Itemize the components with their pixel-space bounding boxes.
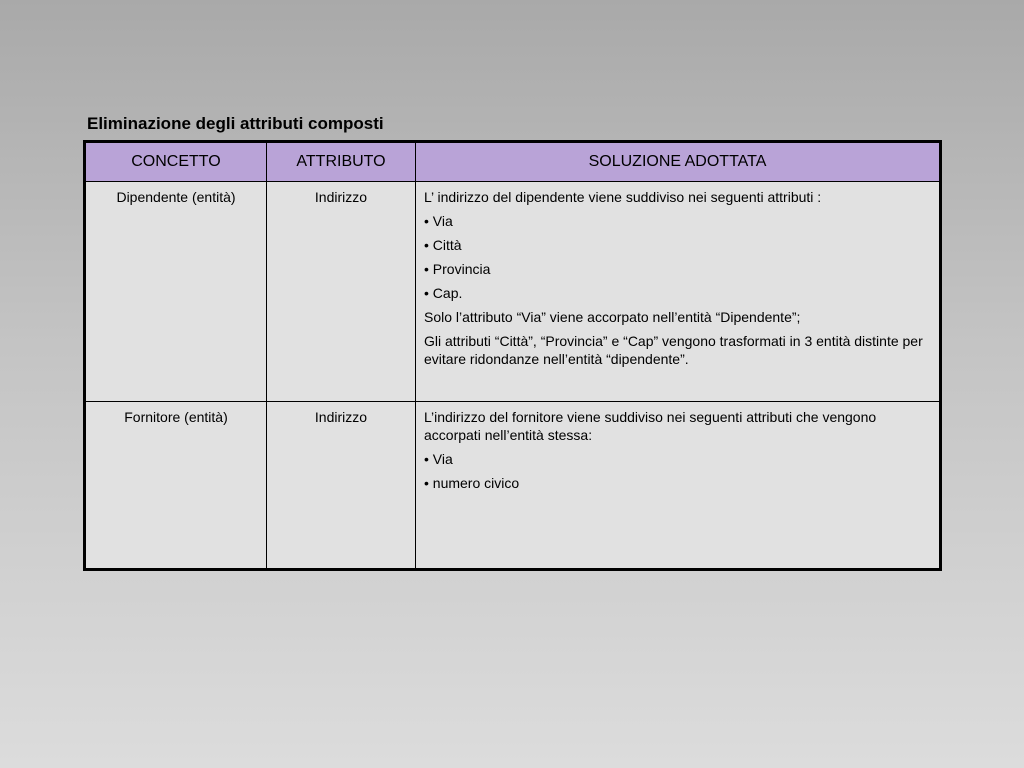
header-attributo: ATTRIBUTO	[267, 142, 416, 182]
table-row	[85, 402, 941, 570]
table-row	[85, 182, 941, 402]
soluzione-note: Solo l’attributo “Via” viene accorpato nell’entità “Dipendente”;	[424, 309, 801, 325]
cell-attributo: Indirizzo	[267, 402, 416, 570]
header-soluzione: SOLUZIONE ADOTTATA	[416, 142, 941, 182]
soluzione-intro: L’indirizzo del fornitore viene suddiviso nei seguenti attributi che vengono accorpati nell’entità stessa:	[424, 409, 877, 443]
cell-soluzione	[416, 402, 941, 570]
cell-concetto: Dipendente (entità)	[85, 182, 267, 402]
soluzione-intro: L’ indirizzo del dipendente viene suddiviso nei seguenti attributi :	[424, 189, 822, 205]
list-item: • Provincia	[424, 261, 491, 277]
slide-title: Eliminazione degli attributi composti	[87, 114, 384, 133]
table-header-row	[85, 142, 941, 182]
list-item: • Via	[424, 451, 453, 467]
list-item: • numero civico	[424, 475, 520, 491]
cell-attributo: Indirizzo	[267, 182, 416, 402]
cell-soluzione	[416, 182, 941, 402]
list-item: • Via	[424, 213, 453, 229]
list-item: • Città	[424, 237, 462, 253]
header-concetto: CONCETTO	[85, 142, 267, 182]
cell-concetto: Fornitore (entità)	[85, 402, 267, 570]
soluzione-note: Gli attributi “Città”, “Provincia” e “Cap” vengono trasformati in 3 entità distinte per evitare ridondanze nell’entità “dipendente”.	[424, 333, 923, 367]
list-item: • Cap.	[424, 285, 463, 301]
attributes-table	[83, 140, 942, 571]
